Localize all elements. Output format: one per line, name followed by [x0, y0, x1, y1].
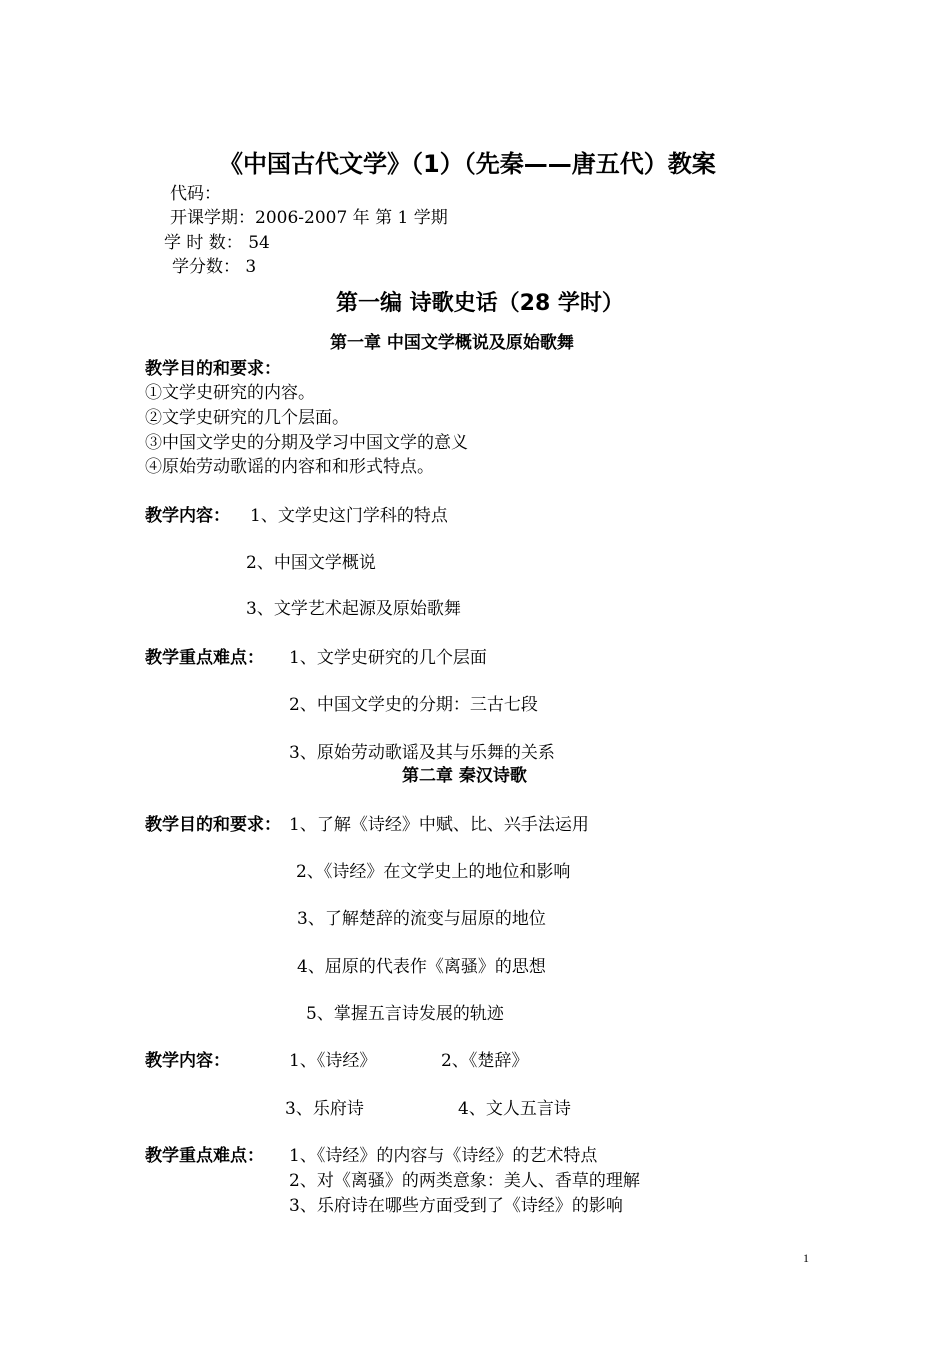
chapter-1-keypoint: 2、中国文学史的分期：三古七段	[289, 695, 538, 715]
chapter-2-content-item: 1、《诗经》	[289, 1051, 377, 1071]
page-number: 1	[803, 1251, 809, 1265]
chapter-1-keypoint: 1、文学史研究的几个层面	[289, 648, 487, 668]
chapter-1-objective: ②文学史研究的几个层面。	[145, 408, 349, 428]
chapter-2-objective: 3、了解楚辞的流变与屈原的地位	[297, 909, 546, 929]
course-credits: 学分数： 3	[172, 257, 257, 277]
chapter-2-keypoints-label: 教学重点难点：	[145, 1146, 264, 1166]
chapter-2-keypoint: 3、乐府诗在哪些方面受到了《诗经》的影响	[289, 1196, 623, 1216]
document-title: 《中国古代文学》（1）（先秦——唐五代）教案	[219, 150, 716, 178]
chapter-2-keypoint: 1、《诗经》的内容与《诗经》的艺术特点	[289, 1146, 598, 1166]
chapter-2-content-item: 4、文人五言诗	[458, 1099, 571, 1119]
chapter-1-content-item: 1、文学史这门学科的特点	[250, 506, 448, 526]
chapter-1-content-label: 教学内容：	[145, 506, 230, 526]
chapter-2-content-label: 教学内容：	[145, 1051, 230, 1071]
chapter-2-objectives-label: 教学目的和要求：	[145, 815, 281, 835]
course-term: 开课学期：2006-2007 年 第 1 学期	[170, 208, 448, 228]
chapter-2-objective: 4、屈原的代表作《离骚》的思想	[297, 957, 546, 977]
part-title: 第一编 诗歌史话（28 学时）	[336, 291, 624, 316]
chapter-1-keypoint: 3、原始劳动歌谣及其与乐舞的关系	[289, 743, 555, 763]
chapter-1-objective: ①文学史研究的内容。	[145, 383, 315, 403]
chapter-2-objective: 1、了解《诗经》中赋、比、兴手法运用	[289, 815, 589, 835]
chapter-1-title: 第一章 中国文学概说及原始歌舞	[330, 333, 574, 353]
course-hours: 学 时 数： 54	[164, 233, 270, 253]
chapter-1-objectives-label: 教学目的和要求：	[145, 359, 281, 379]
chapter-1-objective: ③中国文学史的分期及学习中国文学的意义	[145, 433, 468, 453]
chapter-2-title: 第二章 秦汉诗歌	[402, 766, 527, 786]
chapter-2-objective: 2、《诗经》在文学史上的地位和影响	[296, 862, 571, 882]
chapter-1-content-item: 3、文学艺术起源及原始歌舞	[246, 599, 461, 619]
chapter-2-content-item: 3、乐府诗	[285, 1099, 364, 1119]
chapter-1-objective: ④原始劳动歌谣的内容和和形式特点。	[145, 457, 434, 477]
chapter-1-content-item: 2、中国文学概说	[246, 553, 376, 573]
chapter-1-keypoints-label: 教学重点难点：	[145, 648, 264, 668]
chapter-2-content-item: 2、《楚辞》	[441, 1051, 529, 1071]
course-code: 代码：	[170, 184, 221, 204]
chapter-2-keypoint: 2、对《离骚》的两类意象：美人、香草的理解	[289, 1171, 640, 1191]
chapter-2-objective: 5、掌握五言诗发展的轨迹	[306, 1004, 504, 1024]
